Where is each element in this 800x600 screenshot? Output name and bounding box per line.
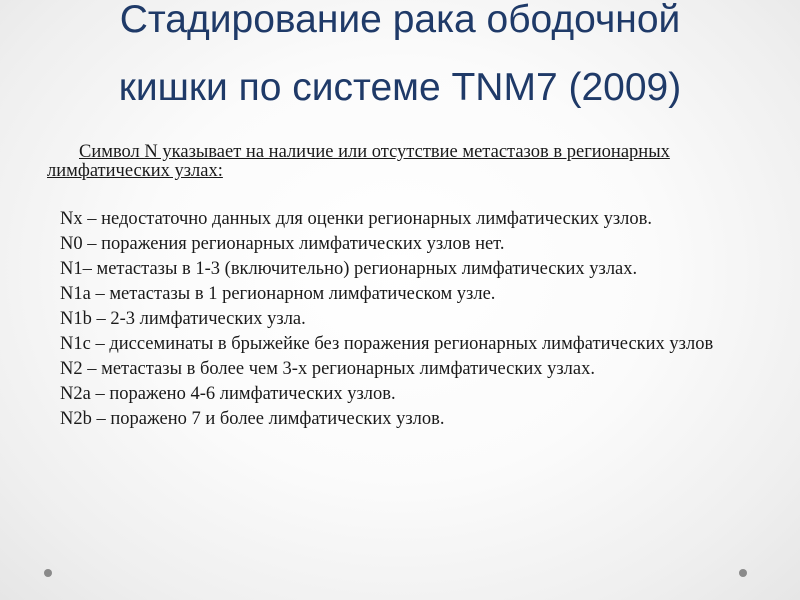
intro-text: Символ N указывает на наличие или отсутствие метастазов в регионарных лимфатических узлах: — [47, 142, 670, 181]
list-item-n1c: N1c – диссеминаты в брыжейке без поражения регионарных лимфатических узлов — [60, 334, 714, 354]
slide-title — [0, 0, 800, 122]
slide-title-line-2: кишки по системе TNM7 (2009) — [118, 66, 682, 109]
list-item-n2: N2 – метастазы в более чем 3-х регионарных лимфатических узлах. — [60, 359, 595, 379]
list-item-n0: N0 – поражения регионарных лимфатических узлов нет. — [60, 234, 505, 254]
list-item-n2b: N2b – поражено 7 и более лимфатических узлов. — [60, 409, 445, 429]
decorative-dot-icon — [44, 569, 52, 577]
list-item-n2a: N2a – поражено 4-6 лимфатических узлов. — [60, 384, 396, 404]
slide-body — [47, 143, 737, 435]
list-item-nx: Nx – недостаточно данных для оценки регионарных лимфатических узлов. — [60, 209, 652, 229]
decorative-dot-icon — [739, 569, 747, 577]
list-item-n1a: N1a – метастазы в 1 регионарном лимфатическом узле. — [60, 284, 496, 304]
list-item-n1: N1– метастазы в 1-3 (включительно) регионарных лимфатических узлах. — [60, 259, 638, 279]
list-item-n1b: N1b – 2-3 лимфатических узла. — [60, 309, 306, 329]
slide-title-line-1: Стадирование рака ободочной — [119, 0, 681, 41]
